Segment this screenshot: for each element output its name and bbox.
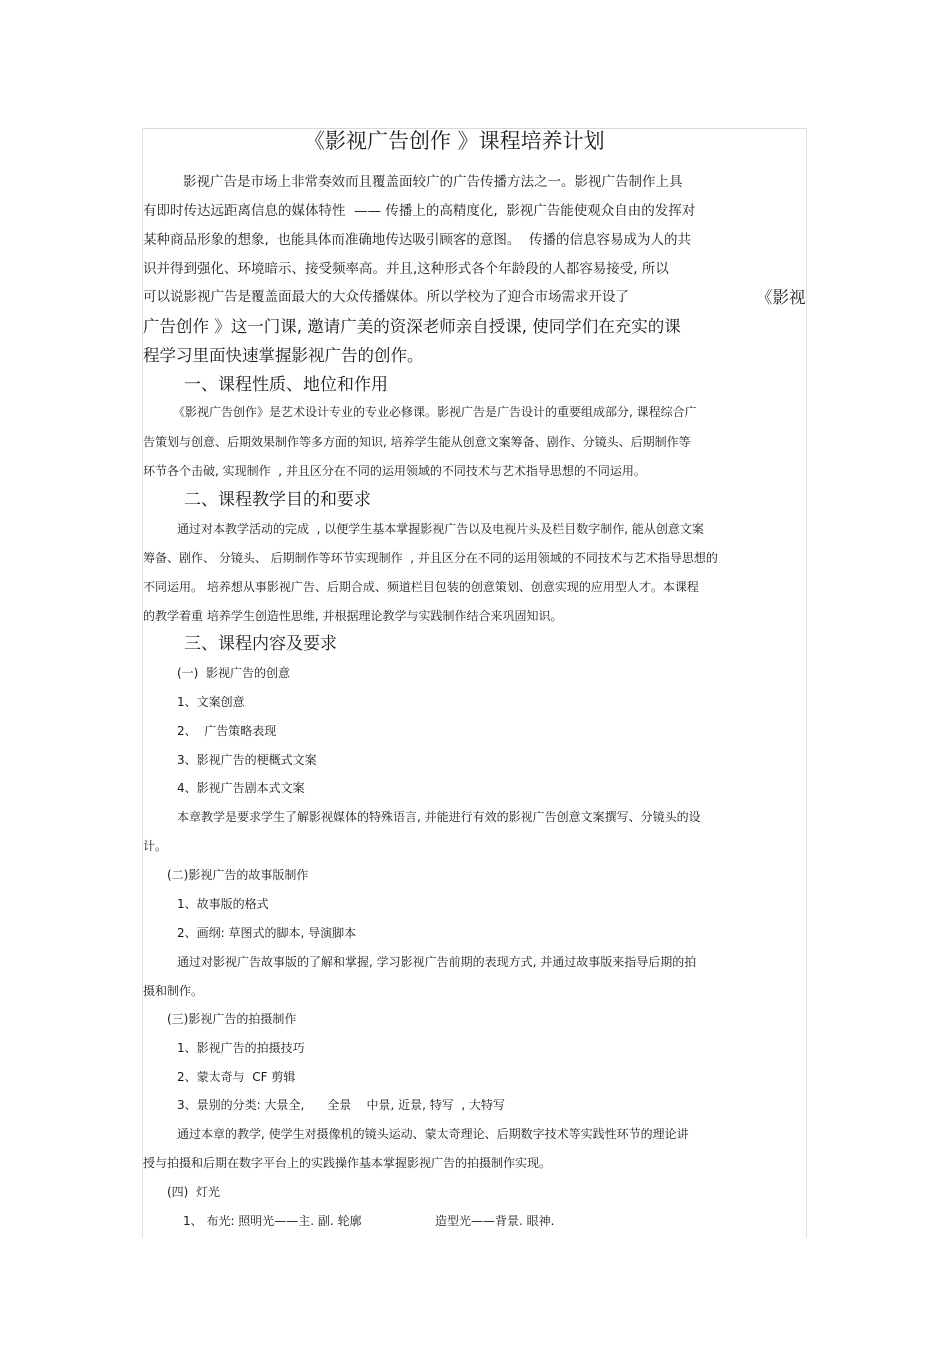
section1-line: 告策划与创意、后期效果制作等多方面的知识, 培养学生能从创意文案筹备、剧作、分镜头、后期制作等 xyxy=(143,435,691,449)
section2-line: 不同运用。 培养想从事影视广告、后期合成、频道栏目包装的创意策划、创意实现的应用型人才。本课程 xyxy=(143,580,699,594)
list-item: 造型光——背景. 眼神. xyxy=(435,1214,555,1228)
list-item: 2、蒙太奇与 CF 剪辑 xyxy=(177,1070,296,1084)
subsection-desc: 通过对影视广告故事版的了解和掌握, 学习影视广告前期的表现方式, 并通过故事版来指导后期的拍 xyxy=(177,955,697,969)
subsection-desc: 计。 xyxy=(143,839,168,853)
subsection-desc: 本章教学是要求学生了解影视媒体的特殊语言, 并能进行有效的影视广告创意文案撰写、分镜头的设 xyxy=(177,810,701,824)
section-heading-1: 一、课程性质、地位和作用 xyxy=(184,375,388,395)
list-item: 1、文案创意 xyxy=(177,695,245,709)
intro-line: 广告创作 》这一门课, 邀请广美的资深老师亲自授课, 使同学们在充实的课 xyxy=(143,317,681,336)
intro-line: 程学习里面快速掌握影视广告的创作。 xyxy=(143,346,424,365)
subsection-title-1: (一) 影视广告的创意 xyxy=(177,666,290,680)
list-item: 3、景别的分类: 大景全, 全景 中景, 近景, 特写 , 大特写 xyxy=(177,1098,505,1112)
intro-line: 有即时传达远距离信息的媒体特性 —— 传播上的高精度化, 影视广告能使观众自由的发挥对 xyxy=(143,203,696,219)
intro-line: 识并得到强化、环境暗示、接受频率高。并且,这种形式各个年龄段的人都容易接受, 所以 xyxy=(143,261,669,277)
list-item: 1、故事版的格式 xyxy=(177,897,269,911)
section2-line: 通过对本教学活动的完成 , 以便学生基本掌握影视广告以及电视片头及栏目数字制作, 能从创意文案 xyxy=(177,522,704,536)
page-frame-right xyxy=(806,128,807,1238)
subsection-title-3: (三)影视广告的拍摄制作 xyxy=(167,1012,297,1026)
subsection-title-4: (四) 灯光 xyxy=(167,1185,220,1199)
intro-line: 《影视 xyxy=(756,288,806,307)
section2-line: 的教学着重 培养学生创造性思维, 并根据理论教学与实践制作结合来巩固知识。 xyxy=(143,609,563,623)
subsection-desc: 授与拍摄和后期在数字平台上的实践操作基本掌握影视广告的拍摄制作实现。 xyxy=(143,1156,552,1170)
subsection-title-2: (二)影视广告的故事版制作 xyxy=(167,868,309,882)
section-heading-3: 三、课程内容及要求 xyxy=(184,634,337,654)
subsection-desc: 通过本章的教学, 使学生对摄像机的镜头运动、蒙太奇理论、后期数字技术等实践性环节的理论讲 xyxy=(177,1127,689,1141)
list-item: 1、 布光: 照明光——主. 副. 轮廓 xyxy=(183,1214,362,1228)
intro-line: 影视广告是市场上非常奏效而且覆盖面较广的广告传播方法之一。影视广告制作上具 xyxy=(183,174,683,190)
section2-line: 筹备、剧作、 分镜头、 后期制作等环节实现制作 , 并且区分在不同的运用领域的不同技术与艺术指导思想的 xyxy=(143,551,718,565)
section1-line: 《影视广告创作》是艺术设计专业的专业必修课。影视广告是广告设计的重要组成部分, 课程综合广 xyxy=(173,405,697,419)
document-title: 《影视广告创作 》课程培养计划 xyxy=(304,129,605,153)
section1-line: 环节各个击破, 实现制作 , 并且区分在不同的运用领域的不同技术与艺术指导思想的不同运用。 xyxy=(143,464,646,478)
intro-line: 可以说影视广告是覆盖面最大的大众传播媒体。所以学校为了迎合市场需求开设了 xyxy=(143,289,629,305)
intro-line: 某种商品形象的想象, 也能具体而准确地传达吸引顾客的意图。 传播的信息容易成为人的共 xyxy=(143,232,691,248)
list-item: 1、影视广告的拍摄技巧 xyxy=(177,1041,305,1055)
section-heading-2: 二、课程教学目的和要求 xyxy=(184,490,371,510)
list-item: 2、 广告策略表现 xyxy=(177,724,277,738)
list-item: 3、影视广告的梗概式文案 xyxy=(177,753,317,767)
list-item: 4、影视广告剧本式文案 xyxy=(177,781,305,795)
list-item: 2、画纲: 草图式的脚本, 导演脚本 xyxy=(177,926,357,940)
subsection-desc: 摄和制作。 xyxy=(143,984,204,998)
